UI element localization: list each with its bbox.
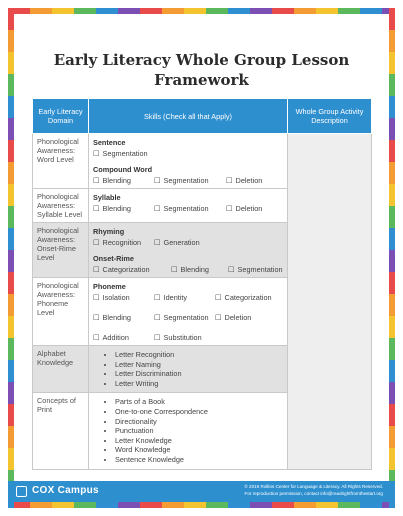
header-description: Whole Group Activity Description <box>288 99 372 134</box>
border-stripe-left <box>8 8 14 508</box>
list-item: • Sentence Knowledge <box>115 455 283 465</box>
option-group <box>93 238 283 247</box>
border-stripe-right <box>389 8 395 508</box>
checkbox-option[interactable]: ☐ Deletion <box>226 204 262 213</box>
option-group <box>93 333 283 342</box>
list-item: • Letter Knowledge <box>115 436 283 446</box>
skills-cell <box>89 223 288 278</box>
checkbox-option[interactable]: ☐ Isolation <box>93 293 154 302</box>
domain-cell: Phonological Awareness: Syllable Level <box>33 189 89 223</box>
footer-bar <box>8 481 395 502</box>
list-item: • Letter Naming <box>115 360 283 370</box>
category-label: Phoneme <box>93 282 126 291</box>
checkbox-option[interactable]: ☐ Segmentation <box>154 204 226 213</box>
border-stripe-top <box>8 8 395 14</box>
category-label: Syllable <box>93 193 121 202</box>
category-label: Sentence <box>93 138 126 147</box>
category-label: Rhyming <box>93 227 125 236</box>
permission-line: For reproduction permission, contact info@readrightfromthestart.org <box>244 490 383 496</box>
list-item: • Word Knowledge <box>115 445 283 455</box>
bullet-list <box>93 350 283 388</box>
activity-description-cell[interactable] <box>288 134 372 470</box>
option-group <box>93 313 283 322</box>
skills-cell <box>89 393 288 469</box>
list-item: • Directionality <box>115 417 283 427</box>
brand-name: COX Campus <box>32 485 99 496</box>
header-skills: Skills (Check all that Apply) <box>89 99 288 134</box>
checkbox-option[interactable]: ☐ Substitution <box>154 333 202 342</box>
domain-cell: Phonological Awareness: Phoneme Level <box>33 278 89 346</box>
book-logo-icon <box>16 486 27 497</box>
list-item: • Letter Discrimination <box>115 369 283 379</box>
category-label: Compound Word <box>93 165 153 174</box>
checkbox-option[interactable]: ☐ Generation <box>154 238 200 247</box>
checkbox-option[interactable]: ☐ Categorization <box>215 293 272 302</box>
title-line-1: Early Literacy Whole Group Lesson <box>53 51 350 69</box>
skills-cell <box>89 189 288 223</box>
list-item: • Letter Writing <box>115 379 283 389</box>
checkbox-option[interactable]: ☐ Segmentation <box>154 176 226 185</box>
checkbox-option[interactable]: ☐ Segmentation <box>228 265 283 274</box>
list-item: • Punctuation <box>115 426 283 436</box>
checkbox-option[interactable]: ☐ Segmentation <box>93 149 148 158</box>
list-item: • Letter Recognition <box>115 350 283 360</box>
domain-cell: Concepts of Print <box>33 393 89 469</box>
checkbox-option[interactable]: ☐ Categorization <box>93 265 171 274</box>
checkbox-option[interactable]: ☐ Identity <box>154 293 215 302</box>
skills-cell <box>89 278 288 346</box>
checkbox-option[interactable]: ☐ Blending <box>93 313 154 322</box>
list-item: • Parts of a Book <box>115 397 283 407</box>
checkbox-option[interactable]: ☐ Addition <box>93 333 154 342</box>
category-label: Onset-Rime <box>93 254 134 263</box>
checkbox-option[interactable]: ☐ Blending <box>93 204 154 213</box>
option-group <box>93 204 283 213</box>
skills-cell <box>89 346 288 393</box>
lesson-framework-table <box>32 98 372 470</box>
checkbox-option[interactable]: ☐ Deletion <box>215 313 251 322</box>
checkbox-option[interactable]: ☐ Blending <box>93 176 154 185</box>
checkbox-option[interactable]: ☐ Segmentation <box>154 313 215 322</box>
table-header-row <box>33 99 372 134</box>
bullet-list <box>93 397 283 464</box>
checkbox-option[interactable]: ☐ Deletion <box>226 176 262 185</box>
copyright-line: © 2019 Rollins Center for Language & Literacy. All Rights Reserved. <box>244 484 383 489</box>
option-group <box>93 176 283 185</box>
list-item: • One-to-one Correspondence <box>115 407 283 417</box>
domain-cell: Phonological Awareness: Onset-Rime Level <box>33 223 89 278</box>
checkbox-option[interactable]: ☐ Recognition <box>93 238 154 247</box>
table-row-word-level <box>33 134 372 189</box>
option-group <box>93 265 283 274</box>
copyright-notice <box>244 484 383 497</box>
skills-cell <box>89 134 288 189</box>
title-line-2: Framework <box>154 71 249 89</box>
border-stripe-bottom <box>8 502 395 508</box>
checkbox-option[interactable]: ☐ Blending <box>171 265 228 274</box>
option-group <box>93 149 283 158</box>
domain-cell: Phonological Awareness: Word Level <box>33 134 89 189</box>
option-group <box>93 293 283 302</box>
page-title <box>30 50 373 90</box>
header-domain: Early Literacy Domain <box>33 99 89 134</box>
domain-cell: Alphabet Knowledge <box>33 346 89 393</box>
